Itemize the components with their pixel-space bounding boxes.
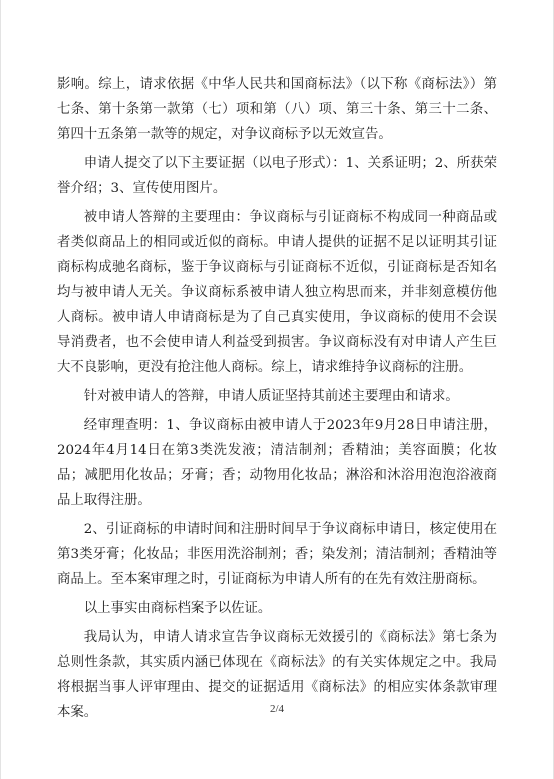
document-body — [57, 72, 497, 729]
paragraph-cross-examination: 针对被申请人的答辩，申请人质证坚持其前述主要理由和请求。 — [83, 389, 459, 404]
paragraph-applicant-evidence: 申请人提交了以下主要证据（以电子形式）：1、关系证明；2、所获荣誉介绍；3、宣传使用图片。 — [57, 156, 497, 196]
paragraph-bureau-opinion: 我局认为，申请人请求宣告争议商标无效援引的《商标法》第七条为总则性条款，其实质内涵已体现在《商标法》的有关实体规定之中。我局将根据当事人评审理由、提交的证据适用《商标法》的相应实体条款审理本案。 — [57, 630, 497, 720]
paragraph-findings-cited-mark: 2、引证商标的申请时间和注册时间早于争议商标申请日，核定使用在第3类牙膏；化妆品；非医用洗浴制剂；香；染发剂；清洁制剂；香精油等商品上。至本案审理之时，引证商标为申请人所有的在先有效注册商标。 — [57, 522, 497, 587]
paragraph-respondent-reply: 被申请人答辩的主要理由：争议商标与引证商标不构成同一种商品或者类似商品上的相同或近似的商标。申请人提供的证据不足以证明其引证商标构成驰名商标，鉴于争议商标与引证商标不近似，引证商标是否知名均与被申请人无关。争议商标系被申请人独立构思而来，并非刻意模仿他人商标。被申请人申请商标是为了自己真实使用，争议商标的使用不会误导消费者，也不会使申请人利益受到损害。争议商标没有对申请人产生巨大不良影响，更没有抢注他人商标。综上，请求维持争议商标的注册。 — [57, 210, 497, 375]
paragraph-evidence-source: 以上事实由商标档案予以佐证。 — [83, 601, 272, 616]
paragraph-claim-conclusion: 影响。综上，请求依据《中华人民共和国商标法》（以下称《商标法》）第七条、第十条第一款第（七）项和第（八）项、第三十条、第三十二条、第四十五条第一款等的规定，对争议商标予以无效宣告。 — [57, 77, 497, 142]
paragraph-findings-disputed-mark: 经审理查明：1、争议商标由被申请人于2023年9月28日申请注册，2024年4月14日在第3类洗发液；清洁制剂；香精油；美容面膜；化妆品；减肥用化妆品；牙膏；香；动物用化妆品；淋浴和沐浴用泡泡浴液商品上取得注册。 — [57, 418, 497, 508]
page-number: 2/4 — [269, 703, 285, 715]
